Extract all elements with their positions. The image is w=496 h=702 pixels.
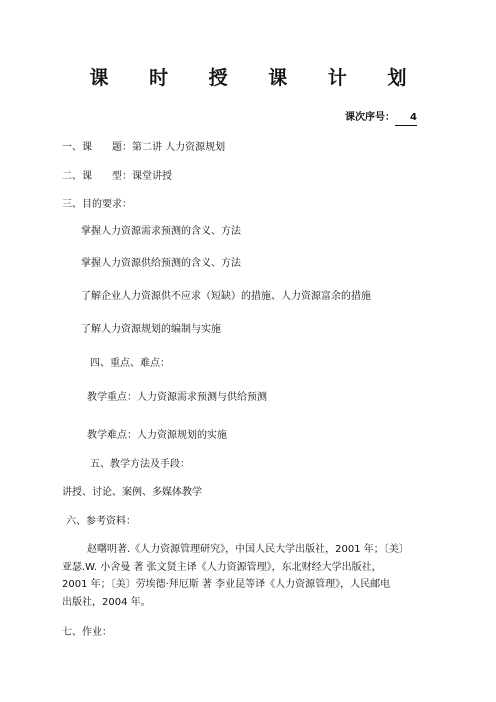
methods-heading: 五、教学方法及手段： <box>90 459 190 470</box>
goals-heading: 三、目的要求： <box>62 199 132 210</box>
key-point-line: 教学重点：人力资源需求预测与供给预测 <box>87 392 267 403</box>
reference-line: 亚瑟.W. 小舍曼 著 张文贤主译《人力资源管理》，东北财经大学出版社， <box>62 561 382 573</box>
difficult-point-line: 教学难点：人力资源规划的实施 <box>87 430 227 441</box>
goal-item: 掌握人力资源供给预测的含义、方法 <box>81 258 241 269</box>
lesson-sequence <box>345 111 417 126</box>
lesson-sequence-label: 课次序号： <box>345 112 395 123</box>
reference-line: 2001 年；〔美〕劳埃德·拜厄斯 著 李业昆等译《人力资源管理》，人民邮电 <box>62 579 391 590</box>
lesson-sequence-number: 4 <box>395 111 417 126</box>
topic-line: 一、课 题：第二讲 人力资源规划 <box>62 142 226 153</box>
methods-line: 讲授、讨论、案例、多媒体教学 <box>62 487 202 498</box>
goal-item: 掌握人力资源需求预测的含义、方法 <box>81 226 241 237</box>
reference-line: 赵曙明著.《人力资源管理研究》，中国人民大学出版社，2001 年；〔美〕 <box>87 544 409 555</box>
lesson-type-line: 二、课 型：课堂讲授 <box>62 171 172 182</box>
reference-line: 出版社，2004 年。 <box>62 596 151 608</box>
page-title: 课 时 授 课 计 划 <box>89 67 424 89</box>
goal-item: 了解企业人力资源供不应求（短缺）的措施、人力资源富余的措施 <box>81 291 371 302</box>
goal-item: 了解人力资源规划的编制与实施 <box>81 324 221 335</box>
homework-heading: 七、作业： <box>62 627 112 638</box>
focus-heading: 四、重点、难点： <box>90 358 170 369</box>
references-paragraph <box>62 541 442 611</box>
references-heading: 六、参考资料： <box>66 516 136 527</box>
